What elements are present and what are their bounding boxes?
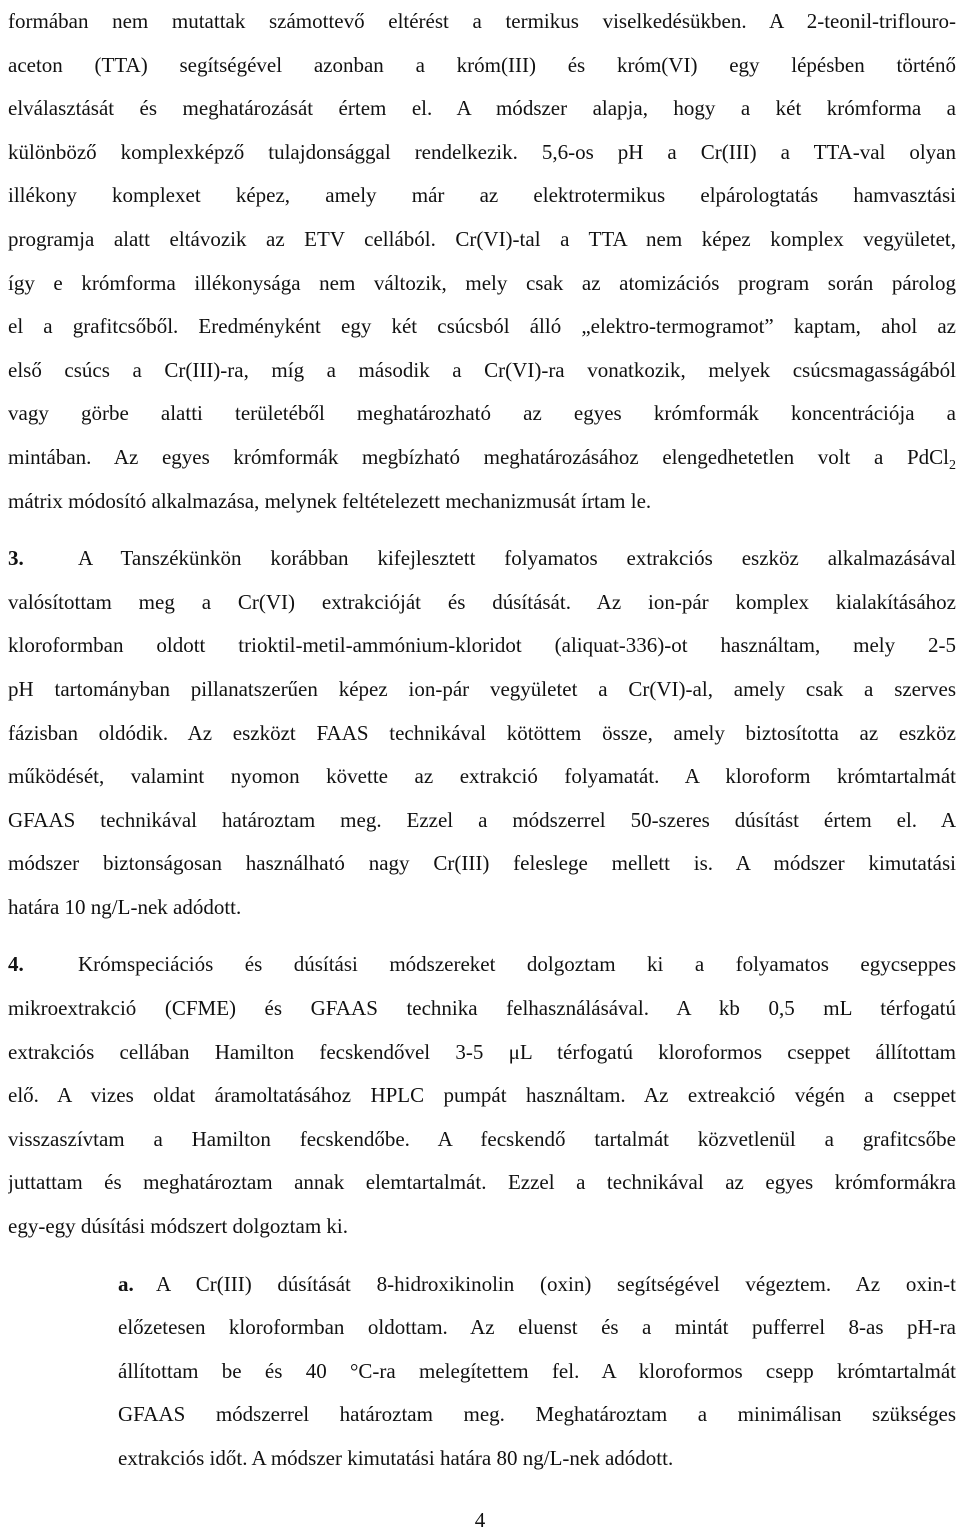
intro-paragraph: [8, 0, 956, 523]
pdcl-subscript: 2: [949, 458, 956, 474]
text-line: működését, valamint nyomon követte az extrakció folyamatát. A kloroform krómtartalmát: [8, 764, 956, 789]
text-line: programja alatt eltávozik az ETV cellából. Cr(VI)-tal a TTA nem képez komplex vegyületet,: [8, 226, 956, 251]
item-3-paragraph: [8, 537, 956, 929]
pdcl-text: mintában. Az egyes krómformák megbízható meghatározásához elengedhetetlen volt a PdCl: [8, 444, 949, 469]
item-a-paragraph: [118, 1263, 956, 1481]
text-line: előzetesen kloroformban oldottam. Az eluenst és a mintát pufferrel 8-as pH-ra: [118, 1315, 956, 1340]
text-line: valósítottam meg a Cr(VI) extrakcióját és dúsítását. Az ion-pár komplex kialakításához: [8, 589, 956, 614]
text-line: GFAAS módszerrel határoztam meg. Meghatároztam a minimálisan szükséges: [118, 1402, 956, 1427]
document-body: [8, 0, 956, 1481]
item-letter: a.: [118, 1271, 134, 1296]
text-line: fázisban oldódik. Az eszközt FAAS technikával kötöttem össze, amely biztosította az eszköz: [8, 720, 956, 745]
text-line: így e krómforma illékonysága nem változik, mely csak az atomizációs program során párolog: [8, 270, 956, 295]
item-a-lead-text: A Cr(III) dúsítását 8-hidroxikinolin (oxin) segítségével végeztem. Az oxin-t: [156, 1271, 956, 1296]
item-number: 3.: [8, 546, 24, 571]
text-line: kloroformban oldott trioktil-metil-ammónium-kloridot (aliquat-336)-ot használtam, mely 2-5: [8, 633, 956, 658]
text-line: extrakciós időt. A módszer kimutatási határa 80 ng/L-nek adódott.: [118, 1446, 674, 1470]
text-line: el a grafitcsőből. Eredményként egy két csúcsból álló „elektro-termogramot” kaptam, ahol az: [8, 314, 956, 339]
item-4-lead-text: Krómspeciációs és dúsítási módszereket dolgoztam ki a folyamatos egycseppes: [78, 952, 956, 977]
text-line-pdcl: [8, 436, 956, 480]
text-line: mátrix módosító alkalmazása, melynek feltételezett mechanizmusát írtam le.: [8, 488, 652, 513]
text-line: módszer biztonságosan használható nagy Cr(III) feleslege mellett is. A módszer kimutatási: [8, 851, 956, 876]
text-line: mikroextrakció (CFME) és GFAAS technika felhasználásával. A kb 0,5 mL térfogatú: [8, 996, 956, 1021]
text-line: vagy görbe alatti területéből meghatározható az egyes krómformák koncentrációja a: [8, 401, 956, 426]
page-number: 4: [474, 1508, 486, 1532]
item-a-first-line: [118, 1263, 956, 1307]
text-line: aceton (TTA) segítségével azonban a króm(III) és króm(VI) egy lépésben történő: [8, 52, 956, 77]
text-line: illékony komplexet képez, amely már az elektrotermikus elpárologtatás hamvasztási: [8, 183, 956, 208]
text-line: juttattam és meghatároztam annak elemtartalmát. Ezzel a technikával az egyes krómformákra: [8, 1170, 956, 1195]
text-line: extrakciós cellában Hamilton fecskendővel 3-5 μL térfogatú kloroformos cseppet állítottam: [8, 1039, 956, 1064]
item-3-first-line: [8, 537, 956, 581]
item-3-lead-text: A Tanszékünkön korábban kifejlesztett folyamatos extrakciós eszköz alkalmazásával: [78, 546, 956, 571]
item-4-first-line: [8, 943, 956, 987]
text-line: első csúcs a Cr(III)-ra, míg a második a Cr(VI)-ra vonatkozik, melyek csúcsmagasságából: [8, 357, 956, 382]
text-line: elő. A vizes oldat áramoltatásához HPLC pumpát használtam. Az extreakció végén a cseppet: [8, 1083, 956, 1108]
text-line: elválasztását és meghatározását értem el. A módszer alapja, hogy a két krómforma a: [8, 96, 956, 121]
text-line: állítottam be és 40 °C-ra melegítettem fel. A kloroformos csepp krómtartalmát: [118, 1358, 956, 1383]
text-line: pH tartományban pillanatszerűen képez ion-pár vegyületet a Cr(VI)-al, amely csak a szerves: [8, 676, 956, 701]
text-line: GFAAS technikával határoztam meg. Ezzel a módszerrel 50-szeres dúsítást értem el. A: [8, 807, 956, 832]
text-line: egy-egy dúsítási módszert dolgoztam ki.: [8, 1214, 349, 1239]
item-number: 4.: [8, 952, 24, 977]
text-line: határa 10 ng/L-nek adódott.: [8, 894, 242, 919]
text-line: formában nem mutattak számottevő eltérést a termikus viselkedésükben. A 2-teonil-triflouro-: [8, 9, 956, 33]
text-line: különböző komplexképző tulajdonsággal rendelkezik. 5,6-os pH a Cr(III) a TTA-val olyan: [8, 139, 956, 164]
item-4-paragraph: [8, 943, 956, 1248]
text-line: visszaszívtam a Hamilton fecskendőbe. A fecskendő tartalmát közvetlenül a grafitcsőbe: [8, 1126, 956, 1151]
